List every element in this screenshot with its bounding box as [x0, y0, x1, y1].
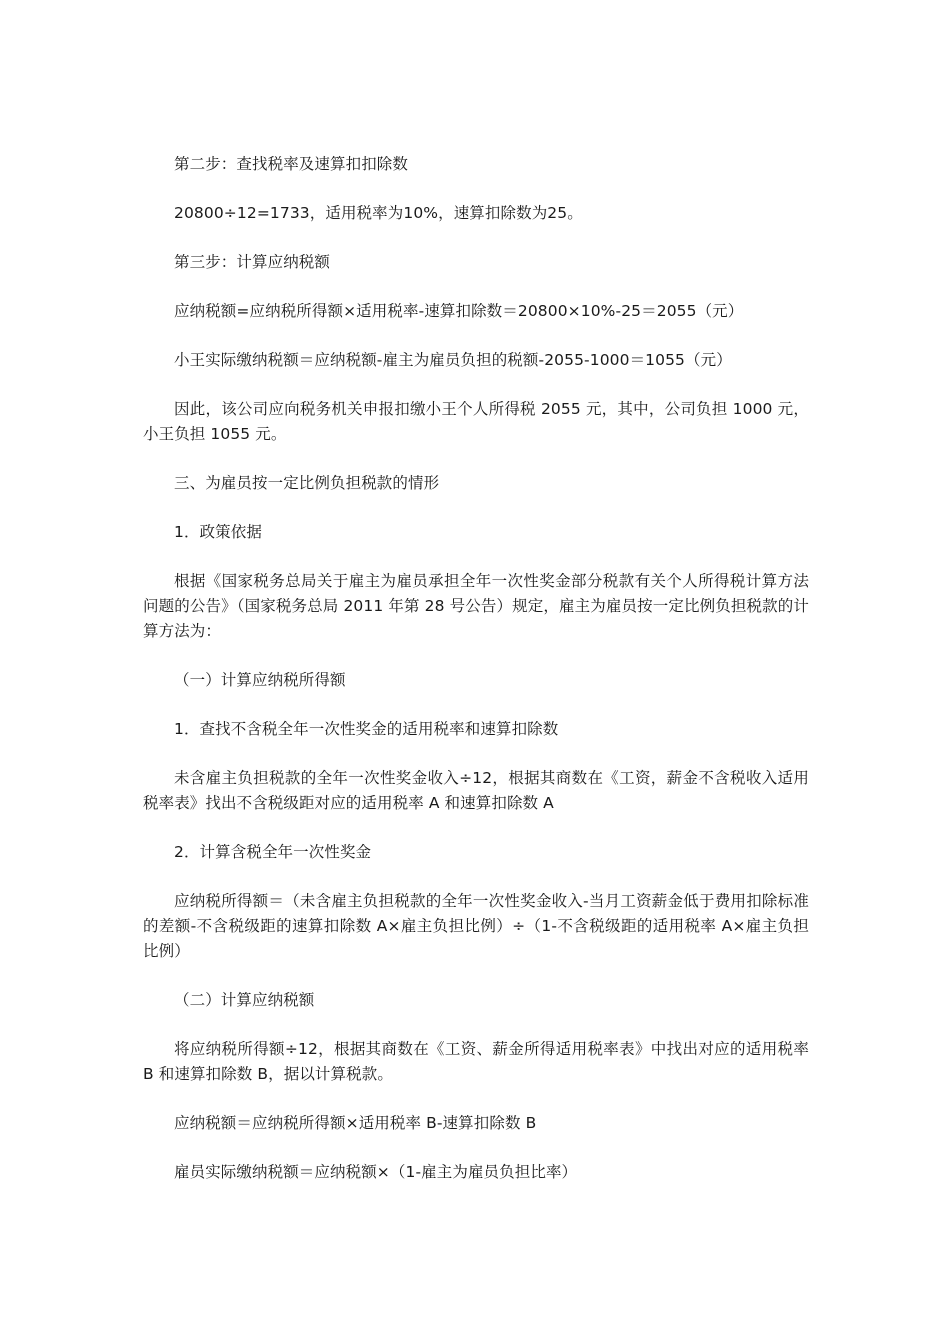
- paragraph-rate-b-method: 将应纳税所得额÷12，根据其商数在《工资、薪金所得适用税率表》中找出对应的适用税率 B 和速算扣除数 B，据以计算税款。: [143, 1040, 809, 1083]
- paragraph-employee-tax-formula: 雇员实际缴纳税额＝应纳税额×（1-雇主为雇员负担比率）: [174, 1163, 578, 1181]
- document-body: [143, 152, 809, 1209]
- paragraph-step-bonus-heading: 2．计算含税全年一次性奖金: [174, 843, 372, 861]
- paragraph-tax-b-formula: 应纳税额＝应纳税所得额×适用税率 B-速算扣除数 B: [174, 1114, 537, 1132]
- paragraph-taxable-income-formula: 应纳税所得额＝（未含雇主负担税款的全年一次性奖金收入-当月工资薪金低于费用扣除标准的差额-不含税级距的速算扣除数 A×雇主负担比例）÷（1-不含税级距的适用税率 A×雇主负担比例）: [143, 892, 809, 960]
- paragraph-step-three-heading: 第三步：计算应纳税额: [174, 253, 331, 271]
- paragraph-subsection-one-heading: （一）计算应纳税所得额: [174, 671, 346, 689]
- paragraph-actual-tax: 小王实际缴纳税额＝应纳税额-雇主为雇员负担的税额-2055-1000＝1055（元）: [174, 351, 732, 369]
- paragraph-policy-basis-heading: 1．政策依据: [174, 523, 262, 541]
- paragraph-tax-formula: 应纳税额=应纳税所得额×适用税率-速算扣除数＝20800×10%-25＝2055（元）: [174, 302, 744, 320]
- paragraph-step-lookup-heading: 1．查找不含税全年一次性奖金的适用税率和速算扣除数: [174, 720, 559, 738]
- paragraph-rate-lookup: 20800÷12=1733，适用税率为10%，速算扣除数为25。: [174, 204, 583, 222]
- paragraph-conclusion: 因此，该公司应向税务机关申报扣缴小王个人所得税 2055 元，其中，公司负担 1000 元，小王负担 1055 元。: [143, 400, 809, 443]
- paragraph-step-two-heading: 第二步：查找税率及速算扣扣除数: [174, 155, 409, 173]
- paragraph-policy-basis: 根据《国家税务总局关于雇主为雇员承担全年一次性奖金部分税款有关个人所得税计算方法问题的公告》（国家税务总局 2011 年第 28 号公告）规定，雇主为雇员按一定比例负担税款的计算方法为：: [143, 572, 809, 640]
- paragraph-lookup-method: 未含雇主负担税款的全年一次性奖金收入÷12，根据其商数在《工资，薪金不含税收入适用税率表》找出不含税级距对应的适用税率 A 和速算扣除数 A: [143, 769, 809, 812]
- paragraph-section-three-heading: 三、为雇员按一定比例负担税款的情形: [174, 474, 440, 492]
- paragraph-subsection-two-heading: （二）计算应纳税额: [174, 991, 315, 1009]
